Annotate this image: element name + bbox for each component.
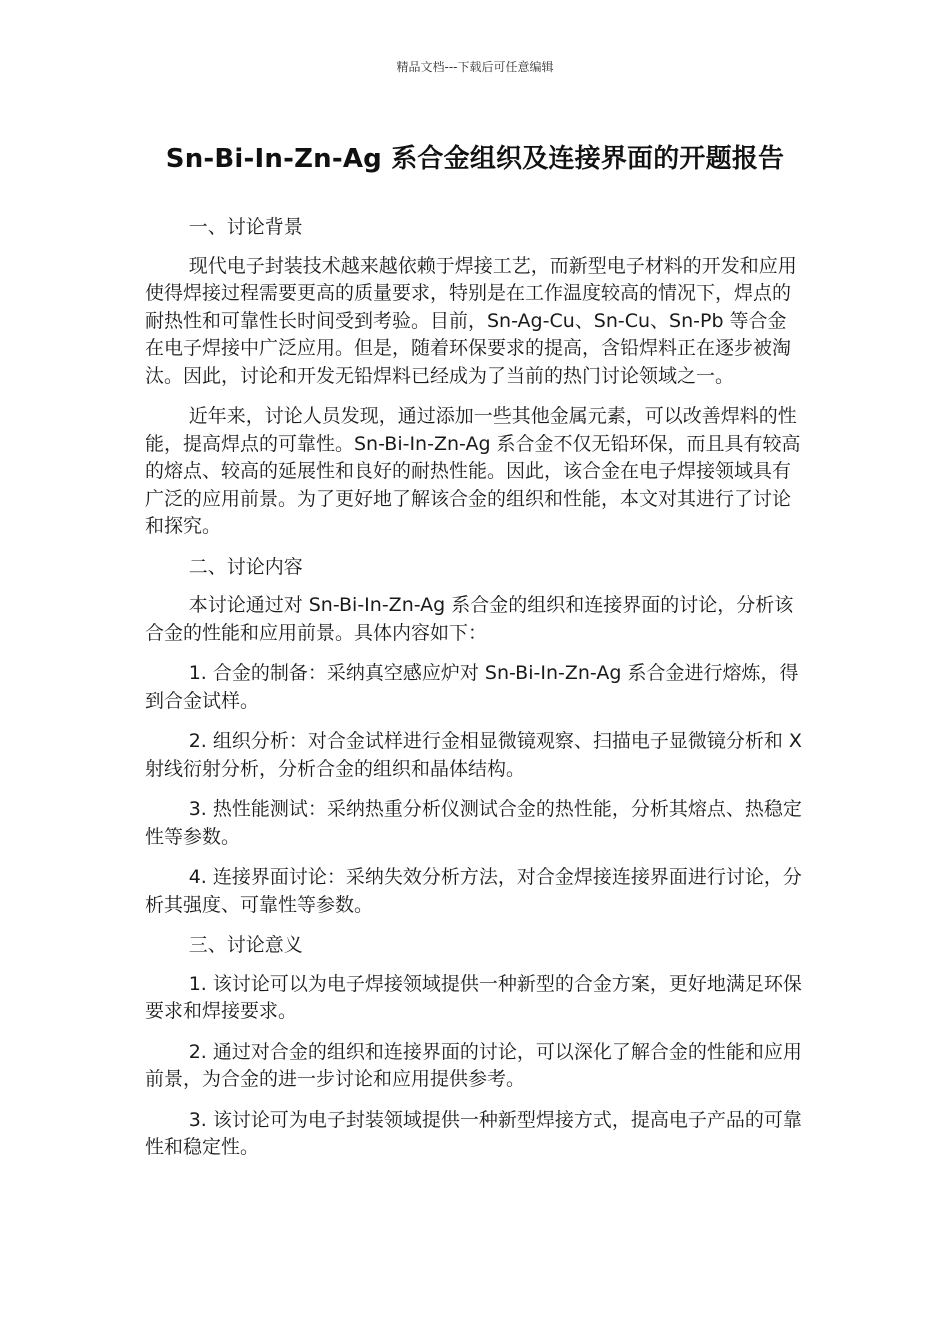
list-item: 2. 通过对合金的组织和连接界面的讨论，可以深化了解合金的性能和应用前景，为合金的进一步讨论和应用提供参考。: [145, 1040, 802, 1090]
list-item: 1. 合金的制备：采纳真空感应炉对 Sn-Bi-In-Zn-Ag 系合金进行熔炼，得到合金试样。: [145, 662, 799, 712]
paragraph: 近年来，讨论人员发现，通过添加一些其他金属元素，可以改善焊料的性能，提高焊点的可靠性。Sn-Bi-In-Zn-Ag 系合金不仅无铅环保，而且具有较高的熔点、较高的延展性和良好的耐热性能。因此，该合金在电子焊接领域具有广泛的应用前景。为了更好地了解该合金的组织和性能，本文对其进行了讨论和探究。: [145, 405, 801, 537]
list-item: 2. 组织分析：对合金试样进行金相显微镜观察、扫描电子显微镜分析和 X 射线衍射分析，分析合金的组织和晶体结构。: [145, 730, 802, 780]
list-item: 3. 热性能测试：采纳热重分析仪测试合金的热性能，分析其熔点、热稳定性等参数。: [145, 798, 802, 848]
paragraph: 现代电子封装技术越来越依赖于焊接工艺，而新型电子材料的开发和应用使得焊接过程需要更高的质量要求，特别是在工作温度较高的情况下，焊点的耐热性和可靠性长时间受到考验。目前，Sn-Ag-Cu、Sn-Cu、Sn-Pb 等合金在电子焊接中广泛应用。但是，随着环保要求的提高，含铅焊料正在逐步被淘汰。因此，讨论和开发无铅焊料已经成为了当前的热门讨论领域之一。: [145, 254, 797, 387]
section-heading-significance: 三、讨论意义: [188, 934, 303, 956]
paragraph: 本讨论通过对 Sn-Bi-In-Zn-Ag 系合金的组织和连接界面的讨论，分析该合金的性能和应用前景。具体内容如下：: [145, 594, 794, 644]
document-title: Sn-Bi-In-Zn-Ag 系合金组织及连接界面的开题报告: [165, 144, 785, 174]
section-heading-background: 一、讨论背景: [188, 216, 303, 238]
section-heading-content: 二、讨论内容: [188, 555, 303, 578]
list-item: 1. 该讨论可以为电子焊接领域提供一种新型的合金方案，更好地满足环保要求和焊接要求。: [145, 972, 802, 1022]
document-body: [145, 214, 805, 1175]
list-item: 4. 连接界面讨论：采纳失效分析方法，对合金焊接连接界面进行讨论，分析其强度、可靠性等参数。: [145, 866, 802, 916]
header-note: 精品文档---下载后可任意编辑: [396, 60, 554, 74]
list-item: 3. 该讨论可为电子封装领域提供一种新型焊接方式，提高电子产品的可靠性和稳定性。: [145, 1108, 802, 1158]
